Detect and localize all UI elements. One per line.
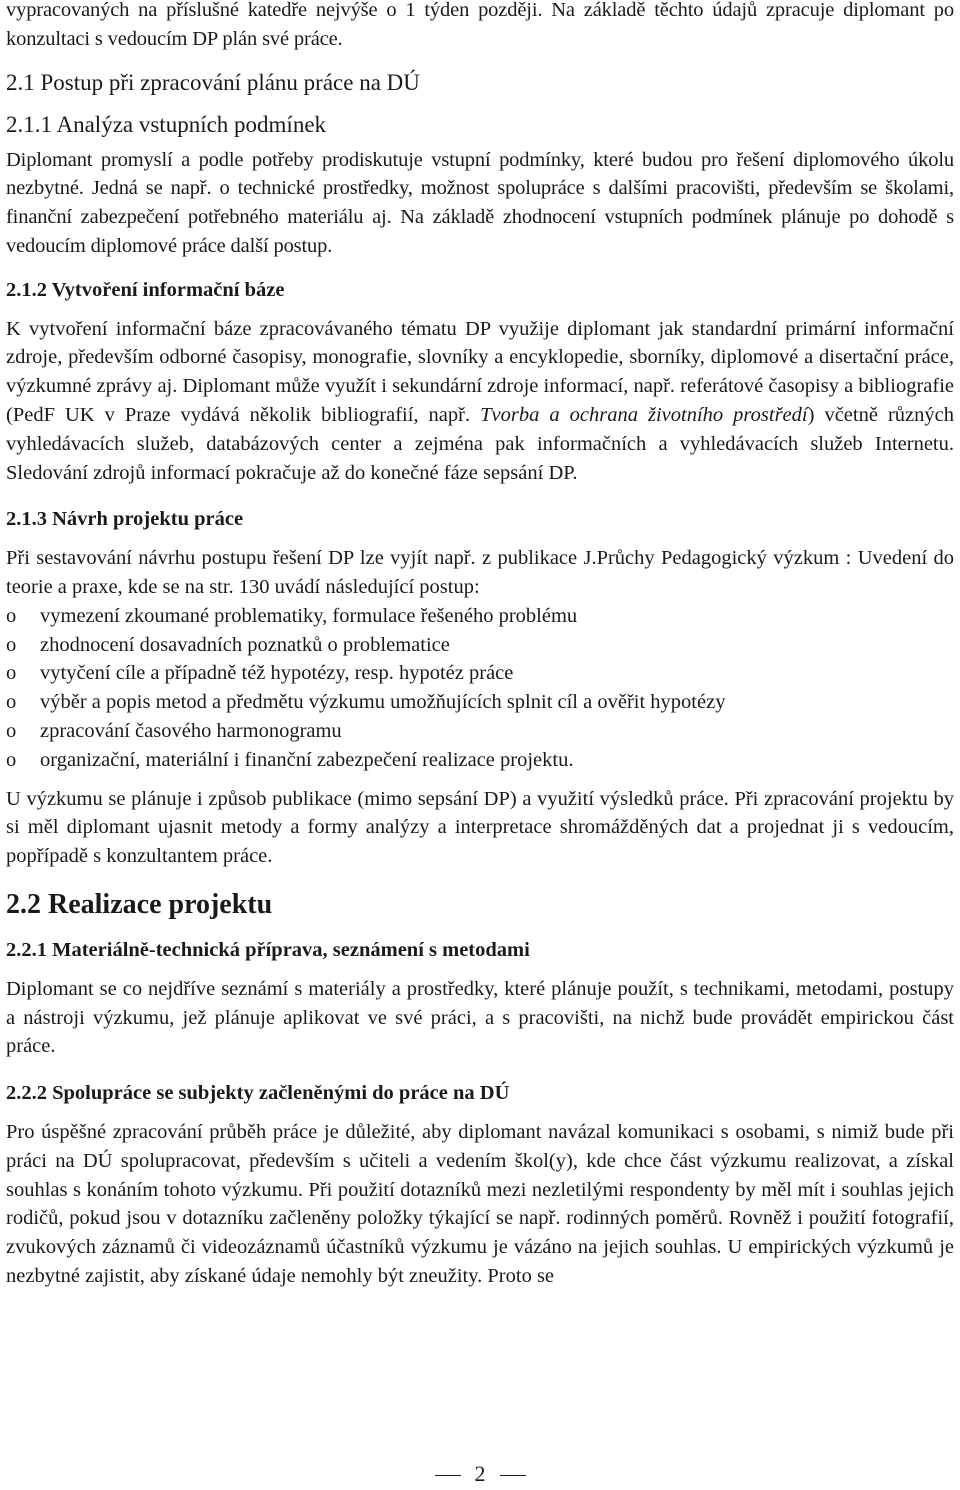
bullet-marker: o bbox=[6, 604, 17, 627]
heading-2-1-2: 2.1.2 Vytvoření informační báze bbox=[6, 278, 285, 301]
list-item bbox=[6, 717, 954, 746]
heading-2-2: 2.2 Realizace projektu bbox=[6, 888, 273, 920]
procedure-list bbox=[6, 602, 954, 775]
list-item-text: vymezení zkoumané problematiky, formulace řešeného problému bbox=[40, 604, 578, 627]
paragraph-2-1-1: Diplomant promyslí a podle potřeby prodiskutuje vstupní podmínky, které budou pro řešení diplomového úkolu nezbytné. Jedná se např. o technické prostředky, možnost spolupráce s dalšími pracovišti, především se školami, finanční zabezpečení potřebného materiálu aj. Na základě zhodnocení vstupních podmínek plánuje po dohodě s vedoucím diplomové práce další postup. bbox=[6, 148, 954, 257]
bullet-marker: o bbox=[6, 633, 17, 656]
paragraph-2-1-3-outro: U výzkumu se plánuje i způsob publikace (mimo sepsání DP) a využití výsledků práce. Při zpracování projektu by si měl diplomant ujasnit metody a formy analýzy a interpretace shromážděných dat a projednat ji s vedoucím, popřípadě s konzultantem práce. bbox=[6, 787, 954, 868]
list-item bbox=[6, 659, 954, 688]
footer-dash-left bbox=[435, 1475, 461, 1476]
list-item-text: vytyčení cíle a případně též hypotézy, resp. hypotéz práce bbox=[40, 662, 514, 685]
page-footer bbox=[0, 1461, 960, 1487]
bullet-marker: o bbox=[6, 691, 17, 714]
paragraph-2-1-2 bbox=[6, 315, 954, 488]
heading-2-1: 2.1 Postup při zpracování plánu práce na DÚ bbox=[6, 69, 420, 95]
heading-2-1-1: 2.1.1 Analýza vstupních podmínek bbox=[6, 111, 327, 137]
paragraph-2-1-3-intro: Při sestavování návrhu postupu řešení DP lze vyjít např. z publikace J.Průchy Pedagogický výzkum : Uvedení do teorie a praxe, kde se na str. 130 uvádí následující postup: bbox=[6, 547, 954, 598]
list-item-text: zhodnocení dosavadních poznatků o problematice bbox=[40, 633, 450, 656]
intro-paragraph: vypracovaných na příslušné katedře nejvýše o 1 týden později. Na základě těchto údajů zpracuje diplomant po konzultaci s vedoucím DP plán své práce. bbox=[6, 0, 954, 50]
bullet-marker: o bbox=[6, 748, 17, 771]
paragraph-2-2-2: Pro úspěšné zpracování průběh práce je důležité, aby diplomant navázal komunikaci s osobami, s nimiž bude při práci na DÚ spolupracovat, především s učiteli a vedením škol(y), kde chce část výzkumu realizovat, a získal souhlas s konáním tohoto výzkumu. Při použití dotazníků mezi nezletilými respondenty by měl mít i souhlas jejich rodičů, pokud jsou v dotazníku začleněny položky týkající se např. rodinných poměrů. Rovněž i použití fotografií, zvukových záznamů či videozáznamů účastníků výzkumu je vázáno na jejich souhlas. U empirických výzkumů je nezbytné zajistit, aby získané údaje nemohly být zneužity. Proto se bbox=[6, 1120, 954, 1287]
heading-2-2-2: 2.2.2 Spolupráce se subjekty začleněnými do práce na DÚ bbox=[6, 1082, 510, 1105]
bibliography-title: Tvorba a ochrana životního prostředí bbox=[480, 403, 808, 426]
bullet-marker: o bbox=[6, 662, 17, 685]
heading-2-1-3: 2.1.3 Návrh projektu práce bbox=[6, 508, 244, 531]
list-item bbox=[6, 602, 954, 631]
page-number: 2 bbox=[474, 1461, 486, 1486]
heading-2-2-1: 2.2.1 Materiálně-technická příprava, seznámení s metodami bbox=[6, 938, 530, 961]
list-item bbox=[6, 631, 954, 660]
paragraph-2-1-2-start: K vytvoření informační báze zpracovávaného tématu DP využije diplomant jak standardní primární informační zdroje, především odborné časopisy, monografie, slovníky a encyklopedie, sborníky, diplomové a disertační práce, výzkumné zprávy aj. Diplomant může využít i sekundární zdroje informací, např. referátové časopisy a bibliografie (PedF UK v Praze vydává několik bibliografií, např. bbox=[6, 317, 954, 426]
list-item bbox=[6, 746, 954, 775]
paragraph-2-1-2-end: ) včetně různých vyhledávacích služeb, databázových center a zejména pak informačních a vyhledávacích služeb Internetu. Sledování zdrojů informací pokračuje až do konečné fáze sepsání DP. bbox=[6, 403, 954, 484]
list-item-text: zpracování časového harmonogramu bbox=[40, 719, 342, 742]
footer-dash-right bbox=[500, 1475, 526, 1476]
bullet-marker: o bbox=[6, 719, 17, 742]
list-item-text: organizační, materiální i finanční zabezpečení realizace projektu. bbox=[40, 748, 574, 771]
list-item bbox=[6, 688, 954, 717]
paragraph-2-2-1: Diplomant se co nejdříve seznámí s materiály a prostředky, které plánuje použít, s technikami, metodami, postupy a nástroji výzkumu, jež plánuje aplikovat ve své práci, a s pracovišti, na nichž bude provádět empirickou část práce. bbox=[6, 977, 954, 1058]
list-item-text: výběr a popis metod a předmětu výzkumu umožňujících splnit cíl a ověřit hypotézy bbox=[40, 691, 726, 714]
